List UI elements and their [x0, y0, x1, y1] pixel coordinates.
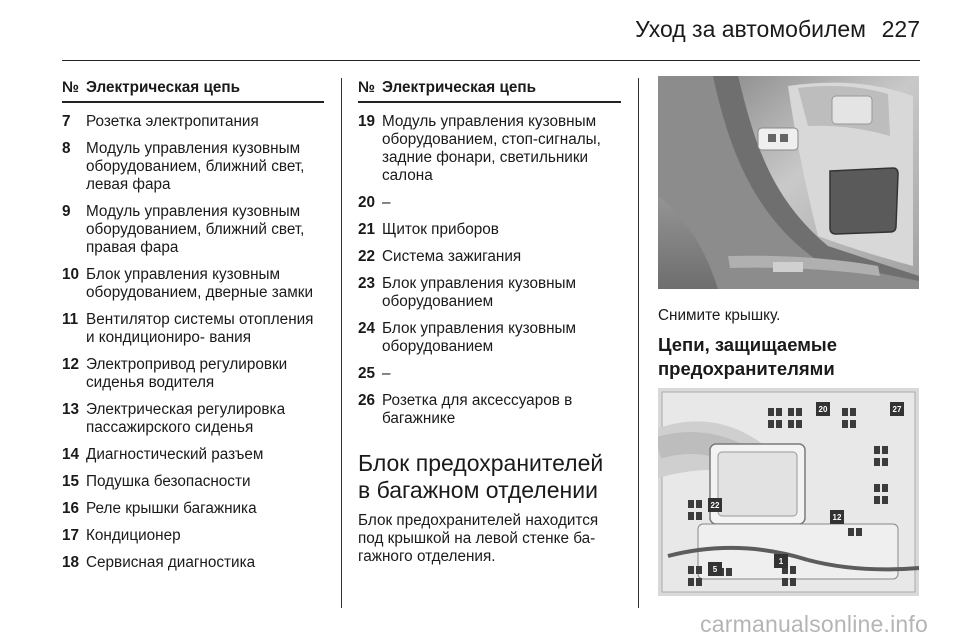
column-header-circuit: Электрическая цепь: [86, 79, 241, 96]
circuit-description: Щиток приборов: [382, 221, 499, 238]
fuse-table-left: [62, 79, 324, 581]
table-header: [62, 79, 324, 103]
table-header: [358, 79, 621, 103]
table-row: [62, 554, 324, 572]
circuit-description: Модуль управления кузовным оборудованием, ближний свет, левая фара: [86, 140, 305, 193]
fuse-number: 26: [358, 392, 376, 409]
watermark: carmanualsonline.info: [700, 611, 928, 637]
table-row: [358, 392, 621, 428]
table-row: [62, 527, 324, 545]
fuse-number: 14: [62, 446, 80, 463]
column-header-number: №: [62, 79, 80, 96]
column-header-circuit: Электрическая цепь: [382, 79, 537, 96]
column-divider: [638, 78, 639, 608]
header-rule: [62, 60, 920, 61]
fuse-number: 15: [62, 473, 80, 490]
table-row: [62, 203, 324, 257]
fuse-number: 17: [62, 527, 80, 544]
table-row: [358, 194, 621, 212]
table-row: [62, 266, 324, 302]
circuit-description: Система зажигания: [382, 248, 522, 265]
table-row: [62, 473, 324, 491]
table-row: [62, 500, 324, 518]
circuit-description: Блок управления кузовным оборудованием: [382, 320, 577, 355]
column-header-number: №: [358, 79, 376, 96]
fuse-number: 25: [358, 365, 376, 382]
fuse-number: 22: [358, 248, 376, 265]
table-row: [62, 446, 324, 464]
fuse-label-27: 27: [892, 405, 902, 414]
column-divider: [341, 78, 342, 608]
circuit-description: Модуль управления кузовным оборудованием, ближний свет, правая фара: [86, 203, 305, 256]
fuse-number: 10: [62, 266, 80, 283]
table-body: [62, 113, 324, 572]
table-row: [62, 140, 324, 194]
circuit-description: Розетка для аксессуаров в багажнике: [382, 392, 573, 427]
circuit-description: Вентилятор системы отопления и кондициониро- вания: [86, 311, 314, 346]
fuse-box-diagram: [658, 388, 919, 596]
photo-caption: Снимите крышку.: [658, 307, 781, 324]
circuit-description: Электрическая регулировка пассажирского сиденья: [86, 401, 286, 436]
table-body: [358, 113, 621, 428]
fuse-label-12: 12: [832, 513, 842, 522]
circuit-description: Сервисная диагностика: [86, 554, 256, 571]
fuse-number: 8: [62, 140, 71, 157]
fuse-number: 23: [358, 275, 376, 292]
table-row: [62, 311, 324, 347]
fuse-label-5: 5: [712, 565, 718, 574]
fuse-table-right: [358, 79, 621, 566]
circuit-description: Блок управления кузовным оборудованием, дверные замки: [86, 266, 314, 301]
fuse-number: 13: [62, 401, 80, 418]
fuse-number: 11: [62, 311, 79, 328]
fuse-number: 12: [62, 356, 80, 373]
page-title: Уход за автомобилем: [635, 16, 866, 42]
fuse-number: 7: [62, 113, 71, 130]
circuit-description: Модуль управления кузовным оборудованием, стоп-сигналы, задние фонари, светильники салона: [382, 113, 601, 184]
circuit-description: Розетка электропитания: [86, 113, 259, 130]
table-row: [62, 356, 324, 392]
circuit-description: Подушка безопасности: [86, 473, 251, 490]
fuse-label-20: 20: [818, 405, 828, 414]
fuse-number: 18: [62, 554, 80, 571]
fuse-number: 16: [62, 500, 80, 517]
table-row: [358, 221, 621, 239]
section-title: Блок предохранителей в багажном отделении: [358, 450, 604, 503]
fuse-label-1: 1: [778, 557, 784, 566]
circuit-description: Блок управления кузовным оборудованием: [382, 275, 577, 310]
fuse-number: 20: [358, 194, 376, 211]
circuit-description: Электропривод регулировки сиденья водителя: [86, 356, 288, 391]
table-row: [62, 401, 324, 437]
fuse-label-22: 22: [710, 501, 720, 510]
table-row: [62, 113, 324, 131]
fuse-number: 9: [62, 203, 71, 220]
fuse-number: 19: [358, 113, 376, 130]
circuit-description: Реле крышки багажника: [86, 500, 257, 517]
section-body: Блок предохранителей находится под крышкой на левой стенке ба- гажного отделения.: [358, 512, 599, 565]
fuse-number: 24: [358, 320, 376, 337]
circuit-description: Диагностический разъем: [86, 446, 264, 463]
trunk-photo: [658, 76, 919, 289]
table-row: [358, 113, 621, 185]
circuit-description: –: [382, 194, 391, 211]
table-row: [358, 365, 621, 383]
circuit-description: –: [382, 365, 391, 382]
circuit-description: Кондиционер: [86, 527, 181, 544]
subheading: Цепи, защищаемые предохранителями: [658, 334, 838, 379]
table-row: [358, 320, 621, 356]
fuse-number: 21: [358, 221, 376, 238]
table-row: [358, 248, 621, 266]
table-row: [358, 275, 621, 311]
page-number: 227: [881, 16, 920, 42]
